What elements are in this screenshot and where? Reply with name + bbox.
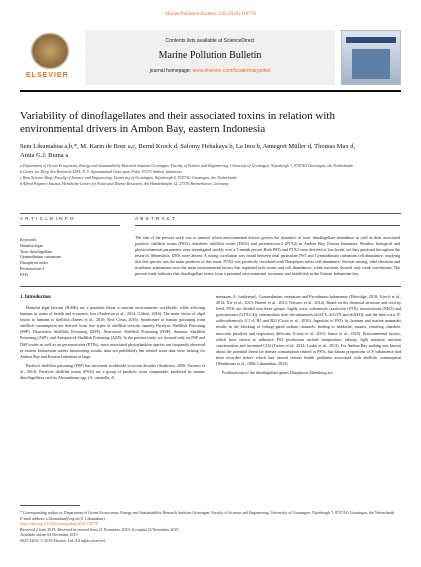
affiliation-c: c Beta Science Shop, Faculty of Science and Engineering, University of Groningen, Nijenborgh 6, 9747AG Groningen, the Netherlands [20, 175, 237, 180]
keyword-item: Harmful algae [20, 242, 43, 248]
elsevier-logo[interactable] [20, 30, 82, 85]
article-info-heading: A R T I C L E I N F O [20, 216, 75, 221]
abstract-text: The aim of the present work was to unravel which environmental drivers govern the dynamics of toxic dinoflagellate abundance as well as their associated paralytic shellfish toxins (PSTs), diarrhetic shellfish toxins (DSTs) and pectenotoxin-2 (PTX2) in Ambon Bay, Eastern Indonesia. Weather, biological and physicochemical parameters were investigated weekly over a 7-month period. Both PSTs and PTX2 were detected at low levels, yet they persisted throughout the research. Meanwhile, DSTs were absent. A strong correlation was found between total particulate PST and Gymnodinium catenatum cell abundance, implying that this species was the main producer of this toxin. PTX2 was positively correlated with Dinophysis miles cell abundance. Vertical mixing, tidal elevation and irradiance attenuation were the main environmental factors that regulated both toxins and cell abundances, while nutrients showed only weak correlations. The present study indicates that dinoflagellate toxins form a potential environmental, economic and health risk in the Eastern Indonesian bay. [135, 235, 400, 276]
affiliations [20, 163, 401, 187]
cover-title-bar [346, 37, 396, 43]
footnote-rule [20, 505, 80, 506]
masthead-rule [20, 90, 401, 92]
keyword-item: Pectenotoxin-2 [20, 265, 45, 271]
elsevier-tree-icon [30, 32, 70, 70]
keywords [20, 237, 120, 278]
available-online: Available online 04 December 2019 [20, 532, 78, 537]
info-rule-right [135, 225, 400, 226]
cover-image [352, 49, 390, 79]
journal-header-box [85, 30, 335, 85]
keyword-item: Gymnodinium catenatum [20, 254, 61, 260]
article-title: Variability of dinoflagellates and their associated toxins in relation with environmental drivers in Ambon Bay, eastern Indonesia [20, 110, 335, 135]
keywords-label: Keywords: [20, 237, 38, 242]
doi-link[interactable]: https://doi.org/10.1016/j.marpolbul.2019.110778 [20, 521, 99, 526]
author-list: Sem Likumahua a,b,*, M. Karin de Boer a,c, Bernd Krock d, Salomy Hehakaya b, La Imu b, Annegret Müller d, Thomas Max d, Anita G.J. Buma a [20, 143, 356, 159]
received-dates: Received 2 June 2019; Received in revised form 21 November 2019; Accepted 23 November 2019 [20, 526, 179, 532]
footnotes [20, 510, 401, 543]
journal-cover-thumbnail[interactable] [341, 30, 401, 85]
corresponding-author-note: * Corresponding author at: Department of Ocean Ecosystems, Energy and Sustainability Research Institute Groningen, Faculty of Science and Engineering, University of Groningen, Nijenborgh 7, 9747AG Groningen, the Netherlands. [20, 510, 396, 515]
body-paragraph: minutum, A. fundyense), Gymnodinium catenatum and Pyrodinium bahamense (Etheridge, 2010; Ujević et al., 2012; Xie et al., 2013; Barrett et al., 2013; Navarro et al., 2014). Based on the chemical structure and toxicity level, PSTs are divided into three groups: highly toxic carbamoyls (saxitoxin (STX), neosaxitoxin (NEO) and gonyautoxins (GTX1-4)), intermediate toxic decarbamoyls (dcSTX, dcGTX and dcNEO); and the least toxic N-sulfocarbamoyls (C1-4, B1 and B2) (Costa et al., 2010). Ingestion of PSTs by humans and marine mammals results in the blocking of voltage-gated sodium channels, leading to headache, nausea, vomiting, diarrhea, muscular paralysis and respiratory difficulty (Costa et al., 2010; James et al., 2010). Environmental factors, which have shown to influence PST production include temperature, salinity, light intensity, nutrient concentration and increased CO2 (Tatters et al., 2013; Laabir et al., 2013). For Ambon Bay nothing was known about the potential threat for human consumption related to PSTs, but bloom proportions of P. bahamense had been recorded before which had caused serious health problems associated with shellfish consumption (Wiadnyana et al., 1996; Likumahua, 2013). [216, 294, 401, 367]
body-paragraph: Paralytic shellfish poisoning (PSP) has increased worldwide in recent decades (Anderson, 2009; Navarro et al., 2014). Paralytic shellfish toxins (PSTs) are a group of paralytic toxin compounds, produced by marine dinoflagellates such as Alexandrium spp. (A. catenella, A. [20, 362, 205, 381]
contents-line: Contents lists available at ScienceDirect [165, 38, 255, 44]
section-heading-introduction: 1. Introduction [20, 295, 51, 300]
masthead [20, 30, 401, 85]
journal-title: Marine Pollution Bulletin [158, 50, 262, 61]
info-rule-left [20, 225, 120, 226]
journal-homepage [85, 68, 335, 74]
keyword-item: Toxic dinoflagellate [20, 248, 53, 254]
abstract-rule-bottom [20, 286, 401, 287]
homepage-label: journal homepage: [149, 68, 193, 74]
body-paragraph: Harmful algal blooms (HABs) are a potential threat to marine environments worldwide, while affecting humans in terms of health and economic loss (Anderson et al., 2014; Glibert, 2016). The main vector of algal toxins to humans is shellfish (James et al., 2010; Reis Costa, 2016). Syndromes of human poisoning from shellfish consumption are derived from five types of shellfish toxicity, namely Paralytic Shellfish Poisoning (PSP), Diarrhoetic Shellfish Poisoning (DSP), Neurotoxic Shellfish Poisoning (NSP), Amnesic Shellfish Poisoning (ASP), and Azaspiracid Shellfish Poisoning (AZP). In the present study, we focused only on PSP and DSP toxins as well as on pectenotoxins (PTXs), since associated phytoplankton species are frequently observed in eastern Indonesian waters (monitoring results, data not published), but related toxin data were lacking for Ambon Bay and Eastern Indonesia at large. [20, 305, 205, 359]
abstract-heading: A B S T R A C T [135, 216, 176, 221]
affiliation-b: b Centre for Deep Sea Research-LIPI, Jl. Y. Syaranamual Guru-guru Poka, 97233 Ambon, Indonesia [20, 169, 182, 174]
keyword-item: Dinophysis miles [20, 260, 48, 266]
body-column-right [216, 294, 401, 379]
publisher-logo-text: ELSEVIER [26, 72, 69, 79]
journal-citation[interactable]: Marine Pollution Bulletin 150 (2020) 110778 [165, 12, 256, 17]
affiliation-a: a Department of Ocean Ecosystems, Energy and Sustainability Research Institute Groningen, Faculty of Science and Engineering, University of Groningen, Nijenborgh 7, 9747AG Groningen, the Netherlands [20, 163, 353, 168]
keyword-item: PSTs [20, 271, 29, 277]
body-column-left [20, 305, 205, 384]
email-note[interactable]: E-mail address: s.likumahua@rug.nl (S. Likumahua). [20, 515, 106, 521]
body-paragraph: Proliferations of the dinoflagellate genus Dinophysis Ehrenberg are [222, 370, 333, 376]
info-rule-top [20, 213, 401, 214]
homepage-link[interactable]: www.elsevier.com/locate/marpolbul [192, 68, 271, 74]
affiliation-d: d Alfred Wegener Institut, Helmholtz-Centre for Polar and Marine Research, Am Handelshafen 12, 27570 Bremerhaven, Germany [20, 181, 229, 186]
copyright-notice: 0025-326X/ © 2019 Elsevier Ltd. All rights reserved. [20, 537, 106, 543]
